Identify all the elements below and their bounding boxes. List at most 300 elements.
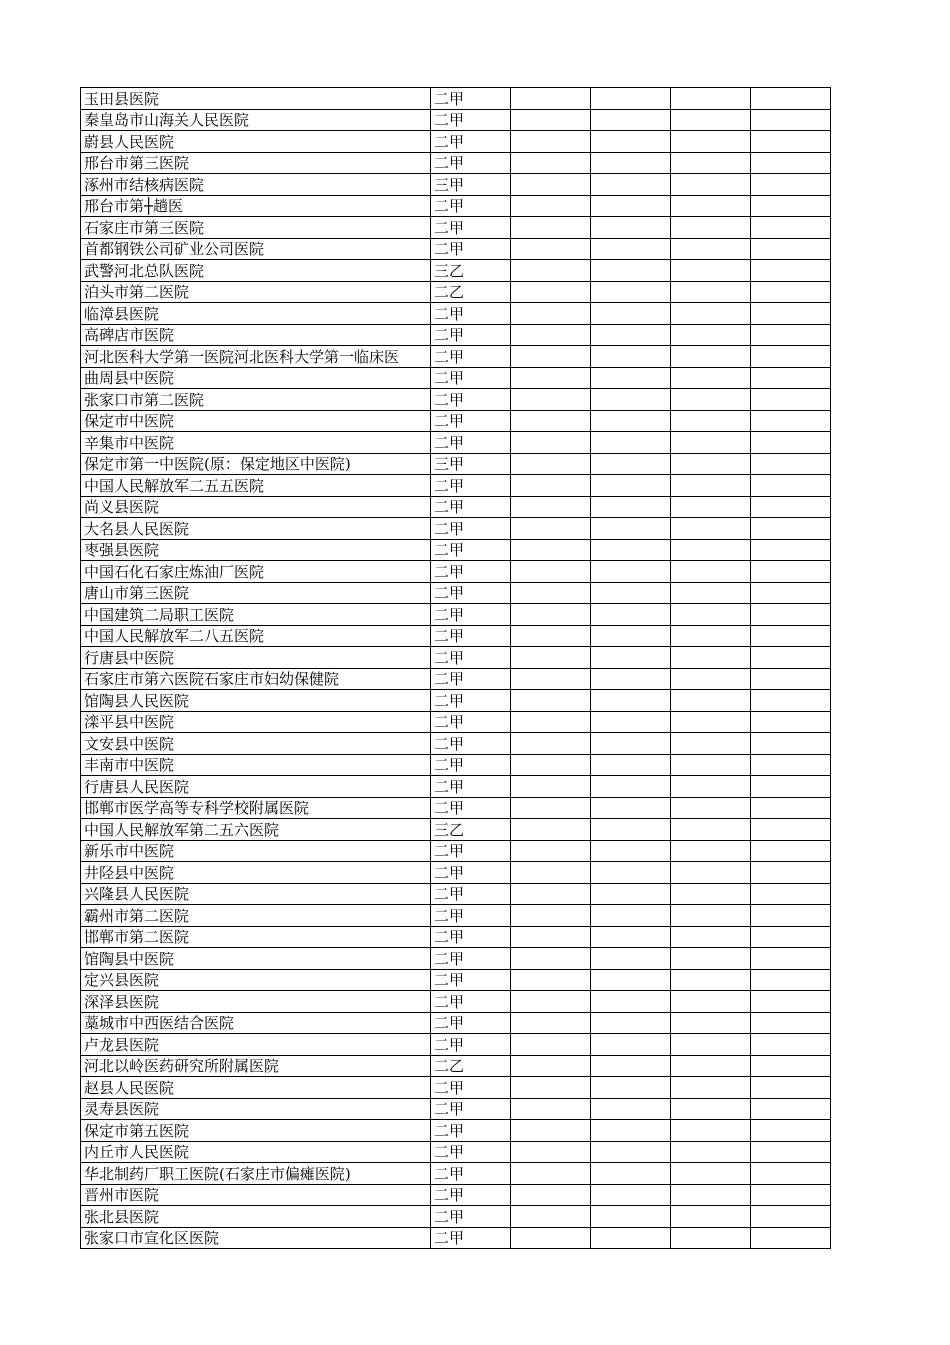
empty-cell[interactable] bbox=[751, 1077, 831, 1099]
empty-cell[interactable] bbox=[671, 1098, 751, 1120]
hospital-grade-cell[interactable]: 二甲 bbox=[431, 776, 511, 798]
empty-cell[interactable] bbox=[511, 582, 591, 604]
empty-cell[interactable] bbox=[591, 260, 671, 282]
empty-cell[interactable] bbox=[751, 582, 831, 604]
empty-cell[interactable] bbox=[671, 1120, 751, 1142]
empty-cell[interactable] bbox=[751, 926, 831, 948]
empty-cell[interactable] bbox=[591, 948, 671, 970]
empty-cell[interactable] bbox=[511, 625, 591, 647]
hospital-name-cell[interactable]: 中国石化石家庄炼油厂医院 bbox=[81, 561, 431, 583]
empty-cell[interactable] bbox=[591, 131, 671, 153]
hospital-grade-cell[interactable]: 二甲 bbox=[431, 711, 511, 733]
empty-cell[interactable] bbox=[751, 217, 831, 239]
hospital-name-cell[interactable]: 行唐县中医院 bbox=[81, 647, 431, 669]
empty-cell[interactable] bbox=[591, 367, 671, 389]
empty-cell[interactable] bbox=[671, 991, 751, 1013]
empty-cell[interactable] bbox=[591, 776, 671, 798]
empty-cell[interactable] bbox=[671, 647, 751, 669]
empty-cell[interactable] bbox=[591, 840, 671, 862]
hospital-name-cell[interactable]: 石家庄市第三医院 bbox=[81, 217, 431, 239]
empty-cell[interactable] bbox=[591, 969, 671, 991]
empty-cell[interactable] bbox=[751, 883, 831, 905]
empty-cell[interactable] bbox=[511, 926, 591, 948]
empty-cell[interactable] bbox=[751, 862, 831, 884]
empty-cell[interactable] bbox=[671, 948, 751, 970]
empty-cell[interactable] bbox=[511, 711, 591, 733]
empty-cell[interactable] bbox=[671, 1055, 751, 1077]
empty-cell[interactable] bbox=[511, 1163, 591, 1185]
empty-cell[interactable] bbox=[591, 475, 671, 497]
hospital-name-cell[interactable]: 霸州市第二医院 bbox=[81, 905, 431, 927]
empty-cell[interactable] bbox=[511, 109, 591, 131]
empty-cell[interactable] bbox=[671, 969, 751, 991]
empty-cell[interactable] bbox=[751, 88, 831, 110]
empty-cell[interactable] bbox=[511, 324, 591, 346]
hospital-grade-cell[interactable]: 二甲 bbox=[431, 303, 511, 325]
empty-cell[interactable] bbox=[751, 109, 831, 131]
empty-cell[interactable] bbox=[511, 1184, 591, 1206]
hospital-grade-cell[interactable]: 二甲 bbox=[431, 217, 511, 239]
empty-cell[interactable] bbox=[591, 88, 671, 110]
hospital-grade-cell[interactable]: 二甲 bbox=[431, 604, 511, 626]
empty-cell[interactable] bbox=[671, 1034, 751, 1056]
hospital-name-cell[interactable]: 玉田县医院 bbox=[81, 88, 431, 110]
empty-cell[interactable] bbox=[751, 1163, 831, 1185]
hospital-grade-cell[interactable]: 二甲 bbox=[431, 1120, 511, 1142]
empty-cell[interactable] bbox=[591, 432, 671, 454]
empty-cell[interactable] bbox=[671, 690, 751, 712]
empty-cell[interactable] bbox=[591, 281, 671, 303]
empty-cell[interactable] bbox=[671, 668, 751, 690]
empty-cell[interactable] bbox=[591, 1077, 671, 1099]
empty-cell[interactable] bbox=[751, 1141, 831, 1163]
hospital-name-cell[interactable]: 临漳县医院 bbox=[81, 303, 431, 325]
empty-cell[interactable] bbox=[511, 453, 591, 475]
empty-cell[interactable] bbox=[751, 518, 831, 540]
empty-cell[interactable] bbox=[751, 324, 831, 346]
empty-cell[interactable] bbox=[591, 797, 671, 819]
empty-cell[interactable] bbox=[591, 217, 671, 239]
hospital-grade-cell[interactable]: 二甲 bbox=[431, 410, 511, 432]
hospital-grade-cell[interactable]: 二甲 bbox=[431, 195, 511, 217]
hospital-grade-cell[interactable]: 二甲 bbox=[431, 969, 511, 991]
empty-cell[interactable] bbox=[591, 453, 671, 475]
empty-cell[interactable] bbox=[671, 152, 751, 174]
empty-cell[interactable] bbox=[751, 797, 831, 819]
empty-cell[interactable] bbox=[671, 1163, 751, 1185]
hospital-name-cell[interactable]: 华北制药厂职工医院(石家庄市偏瘫医院) bbox=[81, 1163, 431, 1185]
empty-cell[interactable] bbox=[751, 1012, 831, 1034]
empty-cell[interactable] bbox=[671, 926, 751, 948]
empty-cell[interactable] bbox=[511, 1206, 591, 1228]
hospital-grade-cell[interactable]: 二甲 bbox=[431, 152, 511, 174]
empty-cell[interactable] bbox=[511, 862, 591, 884]
empty-cell[interactable] bbox=[671, 174, 751, 196]
empty-cell[interactable] bbox=[511, 733, 591, 755]
empty-cell[interactable] bbox=[671, 1227, 751, 1249]
empty-cell[interactable] bbox=[511, 969, 591, 991]
hospital-grade-cell[interactable]: 二甲 bbox=[431, 926, 511, 948]
empty-cell[interactable] bbox=[671, 625, 751, 647]
empty-cell[interactable] bbox=[671, 453, 751, 475]
hospital-name-cell[interactable]: 大名县人民医院 bbox=[81, 518, 431, 540]
hospital-name-cell[interactable]: 河北以岭医药研究所附属医院 bbox=[81, 1055, 431, 1077]
empty-cell[interactable] bbox=[591, 518, 671, 540]
empty-cell[interactable] bbox=[591, 991, 671, 1013]
empty-cell[interactable] bbox=[751, 754, 831, 776]
hospital-grade-cell[interactable]: 三乙 bbox=[431, 260, 511, 282]
empty-cell[interactable] bbox=[511, 948, 591, 970]
hospital-name-cell[interactable]: 石家庄市第六医院石家庄市妇幼保健院 bbox=[81, 668, 431, 690]
empty-cell[interactable] bbox=[671, 432, 751, 454]
empty-cell[interactable] bbox=[511, 840, 591, 862]
empty-cell[interactable] bbox=[591, 496, 671, 518]
hospital-name-cell[interactable]: 兴隆县人民医院 bbox=[81, 883, 431, 905]
hospital-name-cell[interactable]: 井陉县中医院 bbox=[81, 862, 431, 884]
hospital-name-cell[interactable]: 深泽县医院 bbox=[81, 991, 431, 1013]
hospital-name-cell[interactable]: 丰南市中医院 bbox=[81, 754, 431, 776]
empty-cell[interactable] bbox=[511, 367, 591, 389]
empty-cell[interactable] bbox=[511, 561, 591, 583]
hospital-name-cell[interactable]: 辛集市中医院 bbox=[81, 432, 431, 454]
empty-cell[interactable] bbox=[591, 625, 671, 647]
empty-cell[interactable] bbox=[671, 1206, 751, 1228]
empty-cell[interactable] bbox=[671, 711, 751, 733]
empty-cell[interactable] bbox=[751, 668, 831, 690]
empty-cell[interactable] bbox=[671, 324, 751, 346]
hospital-grade-cell[interactable]: 二甲 bbox=[431, 432, 511, 454]
hospital-grade-cell[interactable]: 二甲 bbox=[431, 109, 511, 131]
hospital-grade-cell[interactable]: 二甲 bbox=[431, 1141, 511, 1163]
hospital-grade-cell[interactable]: 二甲 bbox=[431, 1184, 511, 1206]
hospital-name-cell[interactable]: 秦皇岛市山海关人民医院 bbox=[81, 109, 431, 131]
hospital-name-cell[interactable]: 文安县中医院 bbox=[81, 733, 431, 755]
empty-cell[interactable] bbox=[511, 152, 591, 174]
empty-cell[interactable] bbox=[671, 797, 751, 819]
empty-cell[interactable] bbox=[591, 238, 671, 260]
empty-cell[interactable] bbox=[511, 1055, 591, 1077]
empty-cell[interactable] bbox=[591, 410, 671, 432]
empty-cell[interactable] bbox=[511, 668, 591, 690]
empty-cell[interactable] bbox=[591, 733, 671, 755]
empty-cell[interactable] bbox=[751, 432, 831, 454]
empty-cell[interactable] bbox=[591, 1012, 671, 1034]
empty-cell[interactable] bbox=[751, 152, 831, 174]
empty-cell[interactable] bbox=[591, 690, 671, 712]
empty-cell[interactable] bbox=[671, 195, 751, 217]
hospital-grade-cell[interactable]: 二甲 bbox=[431, 1163, 511, 1185]
hospital-grade-cell[interactable]: 二甲 bbox=[431, 883, 511, 905]
empty-cell[interactable] bbox=[751, 991, 831, 1013]
empty-cell[interactable] bbox=[511, 518, 591, 540]
empty-cell[interactable] bbox=[591, 905, 671, 927]
hospital-name-cell[interactable]: 赵县人民医院 bbox=[81, 1077, 431, 1099]
hospital-name-cell[interactable]: 张北县医院 bbox=[81, 1206, 431, 1228]
hospital-grade-cell[interactable]: 二甲 bbox=[431, 905, 511, 927]
empty-cell[interactable] bbox=[591, 1163, 671, 1185]
empty-cell[interactable] bbox=[511, 174, 591, 196]
empty-cell[interactable] bbox=[671, 109, 751, 131]
empty-cell[interactable] bbox=[511, 496, 591, 518]
empty-cell[interactable] bbox=[511, 346, 591, 368]
hospital-grade-cell[interactable]: 二乙 bbox=[431, 281, 511, 303]
empty-cell[interactable] bbox=[511, 690, 591, 712]
hospital-name-cell[interactable]: 涿州市结核病医院 bbox=[81, 174, 431, 196]
empty-cell[interactable] bbox=[671, 905, 751, 927]
empty-cell[interactable] bbox=[591, 561, 671, 583]
hospital-grade-cell[interactable]: 二甲 bbox=[431, 475, 511, 497]
empty-cell[interactable] bbox=[591, 862, 671, 884]
empty-cell[interactable] bbox=[591, 1120, 671, 1142]
empty-cell[interactable] bbox=[591, 1184, 671, 1206]
hospital-grade-cell[interactable]: 二甲 bbox=[431, 1034, 511, 1056]
empty-cell[interactable] bbox=[671, 367, 751, 389]
empty-cell[interactable] bbox=[671, 217, 751, 239]
empty-cell[interactable] bbox=[671, 260, 751, 282]
empty-cell[interactable] bbox=[751, 131, 831, 153]
empty-cell[interactable] bbox=[511, 195, 591, 217]
empty-cell[interactable] bbox=[751, 948, 831, 970]
empty-cell[interactable] bbox=[591, 195, 671, 217]
hospital-name-cell[interactable]: 张家口市第二医院 bbox=[81, 389, 431, 411]
hospital-name-cell[interactable]: 枣强县医院 bbox=[81, 539, 431, 561]
hospital-grade-cell[interactable]: 二甲 bbox=[431, 561, 511, 583]
empty-cell[interactable] bbox=[511, 410, 591, 432]
hospital-name-cell[interactable]: 新乐市中医院 bbox=[81, 840, 431, 862]
hospital-grade-cell[interactable]: 二甲 bbox=[431, 367, 511, 389]
empty-cell[interactable] bbox=[511, 238, 591, 260]
empty-cell[interactable] bbox=[511, 647, 591, 669]
hospital-name-cell[interactable]: 馆陶县人民医院 bbox=[81, 690, 431, 712]
empty-cell[interactable] bbox=[511, 754, 591, 776]
empty-cell[interactable] bbox=[591, 1227, 671, 1249]
empty-cell[interactable] bbox=[511, 281, 591, 303]
empty-cell[interactable] bbox=[511, 1012, 591, 1034]
empty-cell[interactable] bbox=[671, 1077, 751, 1099]
hospital-grade-cell[interactable]: 二甲 bbox=[431, 797, 511, 819]
empty-cell[interactable] bbox=[751, 195, 831, 217]
hospital-name-cell[interactable]: 邯郸市医学高等专科学校附属医院 bbox=[81, 797, 431, 819]
hospital-grade-cell[interactable]: 二甲 bbox=[431, 1227, 511, 1249]
hospital-grade-cell[interactable]: 三甲 bbox=[431, 453, 511, 475]
empty-cell[interactable] bbox=[591, 324, 671, 346]
empty-cell[interactable] bbox=[751, 281, 831, 303]
empty-cell[interactable] bbox=[671, 389, 751, 411]
empty-cell[interactable] bbox=[751, 1034, 831, 1056]
hospital-grade-cell[interactable]: 二甲 bbox=[431, 88, 511, 110]
empty-cell[interactable] bbox=[751, 711, 831, 733]
empty-cell[interactable] bbox=[671, 496, 751, 518]
hospital-name-cell[interactable]: 滦平县中医院 bbox=[81, 711, 431, 733]
empty-cell[interactable] bbox=[671, 1012, 751, 1034]
empty-cell[interactable] bbox=[591, 1141, 671, 1163]
hospital-grade-cell[interactable]: 二甲 bbox=[431, 346, 511, 368]
hospital-name-cell[interactable]: 保定市第一中医院(原：保定地区中医院) bbox=[81, 453, 431, 475]
empty-cell[interactable] bbox=[751, 690, 831, 712]
empty-cell[interactable] bbox=[511, 1141, 591, 1163]
empty-cell[interactable] bbox=[671, 518, 751, 540]
empty-cell[interactable] bbox=[591, 754, 671, 776]
hospital-name-cell[interactable]: 唐山市第三医院 bbox=[81, 582, 431, 604]
hospital-grade-cell[interactable]: 二甲 bbox=[431, 690, 511, 712]
empty-cell[interactable] bbox=[671, 561, 751, 583]
hospital-grade-cell[interactable]: 三甲 bbox=[431, 174, 511, 196]
empty-cell[interactable] bbox=[671, 410, 751, 432]
empty-cell[interactable] bbox=[671, 819, 751, 841]
empty-cell[interactable] bbox=[751, 905, 831, 927]
empty-cell[interactable] bbox=[591, 303, 671, 325]
empty-cell[interactable] bbox=[511, 819, 591, 841]
hospital-grade-cell[interactable]: 二甲 bbox=[431, 518, 511, 540]
hospital-name-cell[interactable]: 中国人民解放军第二五六医院 bbox=[81, 819, 431, 841]
hospital-grade-cell[interactable]: 二甲 bbox=[431, 647, 511, 669]
hospital-grade-cell[interactable]: 二甲 bbox=[431, 733, 511, 755]
empty-cell[interactable] bbox=[511, 217, 591, 239]
empty-cell[interactable] bbox=[591, 1098, 671, 1120]
hospital-name-cell[interactable]: 灵寿县医院 bbox=[81, 1098, 431, 1120]
empty-cell[interactable] bbox=[591, 152, 671, 174]
hospital-name-cell[interactable]: 中国人民解放军二八五医院 bbox=[81, 625, 431, 647]
hospital-name-cell[interactable]: 武警河北总队医院 bbox=[81, 260, 431, 282]
empty-cell[interactable] bbox=[511, 1227, 591, 1249]
empty-cell[interactable] bbox=[751, 303, 831, 325]
empty-cell[interactable] bbox=[511, 1077, 591, 1099]
empty-cell[interactable] bbox=[751, 733, 831, 755]
empty-cell[interactable] bbox=[511, 797, 591, 819]
empty-cell[interactable] bbox=[591, 109, 671, 131]
hospital-name-cell[interactable]: 邢台市第┼趟医 bbox=[81, 195, 431, 217]
empty-cell[interactable] bbox=[591, 1034, 671, 1056]
empty-cell[interactable] bbox=[671, 88, 751, 110]
empty-cell[interactable] bbox=[511, 389, 591, 411]
hospital-grade-cell[interactable]: 二甲 bbox=[431, 324, 511, 346]
empty-cell[interactable] bbox=[751, 410, 831, 432]
empty-cell[interactable] bbox=[751, 819, 831, 841]
hospital-name-cell[interactable]: 馆陶县中医院 bbox=[81, 948, 431, 970]
empty-cell[interactable] bbox=[671, 754, 751, 776]
hospital-name-cell[interactable]: 张家口市宣化区医院 bbox=[81, 1227, 431, 1249]
hospital-grade-cell[interactable]: 二甲 bbox=[431, 1012, 511, 1034]
hospital-name-cell[interactable]: 保定市第五医院 bbox=[81, 1120, 431, 1142]
empty-cell[interactable] bbox=[671, 475, 751, 497]
hospital-name-cell[interactable]: 卢龙县医院 bbox=[81, 1034, 431, 1056]
hospital-name-cell[interactable]: 行唐县人民医院 bbox=[81, 776, 431, 798]
hospital-grade-cell[interactable]: 二甲 bbox=[431, 754, 511, 776]
empty-cell[interactable] bbox=[511, 776, 591, 798]
empty-cell[interactable] bbox=[511, 1034, 591, 1056]
hospital-grade-cell[interactable]: 二甲 bbox=[431, 1098, 511, 1120]
empty-cell[interactable] bbox=[751, 389, 831, 411]
hospital-grade-cell[interactable]: 二乙 bbox=[431, 1055, 511, 1077]
empty-cell[interactable] bbox=[591, 582, 671, 604]
hospital-name-cell[interactable]: 泊头市第二医院 bbox=[81, 281, 431, 303]
hospital-grade-cell[interactable]: 二甲 bbox=[431, 131, 511, 153]
empty-cell[interactable] bbox=[751, 647, 831, 669]
hospital-grade-cell[interactable]: 三乙 bbox=[431, 819, 511, 841]
empty-cell[interactable] bbox=[751, 174, 831, 196]
hospital-name-cell[interactable]: 首都钢铁公司矿业公司医院 bbox=[81, 238, 431, 260]
hospital-grade-cell[interactable]: 二甲 bbox=[431, 1077, 511, 1099]
empty-cell[interactable] bbox=[511, 1120, 591, 1142]
empty-cell[interactable] bbox=[591, 711, 671, 733]
empty-cell[interactable] bbox=[511, 604, 591, 626]
empty-cell[interactable] bbox=[751, 346, 831, 368]
hospital-grade-cell[interactable]: 二甲 bbox=[431, 668, 511, 690]
hospital-name-cell[interactable]: 蔚县人民医院 bbox=[81, 131, 431, 153]
hospital-name-cell[interactable]: 定兴县医院 bbox=[81, 969, 431, 991]
empty-cell[interactable] bbox=[751, 625, 831, 647]
hospital-grade-cell[interactable]: 二甲 bbox=[431, 389, 511, 411]
empty-cell[interactable] bbox=[671, 303, 751, 325]
empty-cell[interactable] bbox=[671, 862, 751, 884]
empty-cell[interactable] bbox=[511, 905, 591, 927]
hospital-grade-cell[interactable]: 二甲 bbox=[431, 1206, 511, 1228]
empty-cell[interactable] bbox=[671, 883, 751, 905]
hospital-name-cell[interactable]: 曲周县中医院 bbox=[81, 367, 431, 389]
empty-cell[interactable] bbox=[751, 1120, 831, 1142]
hospital-grade-cell[interactable]: 二甲 bbox=[431, 539, 511, 561]
hospital-name-cell[interactable]: 邯郸市第二医院 bbox=[81, 926, 431, 948]
empty-cell[interactable] bbox=[671, 346, 751, 368]
hospital-grade-cell[interactable]: 二甲 bbox=[431, 840, 511, 862]
hospital-name-cell[interactable]: 晋州市医院 bbox=[81, 1184, 431, 1206]
empty-cell[interactable] bbox=[671, 238, 751, 260]
empty-cell[interactable] bbox=[511, 883, 591, 905]
hospital-grade-cell[interactable]: 二甲 bbox=[431, 948, 511, 970]
empty-cell[interactable] bbox=[751, 539, 831, 561]
empty-cell[interactable] bbox=[671, 1184, 751, 1206]
hospital-grade-cell[interactable]: 二甲 bbox=[431, 238, 511, 260]
empty-cell[interactable] bbox=[751, 1055, 831, 1077]
empty-cell[interactable] bbox=[511, 303, 591, 325]
empty-cell[interactable] bbox=[671, 281, 751, 303]
empty-cell[interactable] bbox=[751, 453, 831, 475]
hospital-name-cell[interactable]: 保定市中医院 bbox=[81, 410, 431, 432]
empty-cell[interactable] bbox=[511, 475, 591, 497]
empty-cell[interactable] bbox=[751, 604, 831, 626]
hospital-name-cell[interactable]: 河北医科大学第一医院河北医科大学第一临床医 bbox=[81, 346, 431, 368]
hospital-name-cell[interactable]: 邢台市第三医院 bbox=[81, 152, 431, 174]
hospital-grade-cell[interactable]: 二甲 bbox=[431, 625, 511, 647]
empty-cell[interactable] bbox=[671, 840, 751, 862]
empty-cell[interactable] bbox=[511, 131, 591, 153]
empty-cell[interactable] bbox=[511, 539, 591, 561]
empty-cell[interactable] bbox=[591, 647, 671, 669]
empty-cell[interactable] bbox=[671, 582, 751, 604]
empty-cell[interactable] bbox=[591, 1055, 671, 1077]
empty-cell[interactable] bbox=[751, 1206, 831, 1228]
empty-cell[interactable] bbox=[671, 1141, 751, 1163]
empty-cell[interactable] bbox=[591, 174, 671, 196]
empty-cell[interactable] bbox=[511, 991, 591, 1013]
empty-cell[interactable] bbox=[751, 1227, 831, 1249]
hospital-name-cell[interactable]: 高碑店市医院 bbox=[81, 324, 431, 346]
empty-cell[interactable] bbox=[751, 561, 831, 583]
empty-cell[interactable] bbox=[751, 969, 831, 991]
empty-cell[interactable] bbox=[511, 432, 591, 454]
hospital-grade-cell[interactable]: 二甲 bbox=[431, 862, 511, 884]
empty-cell[interactable] bbox=[671, 733, 751, 755]
empty-cell[interactable] bbox=[591, 1206, 671, 1228]
empty-cell[interactable] bbox=[671, 539, 751, 561]
empty-cell[interactable] bbox=[591, 668, 671, 690]
empty-cell[interactable] bbox=[591, 346, 671, 368]
hospital-name-cell[interactable]: 中国建筑二局职工医院 bbox=[81, 604, 431, 626]
empty-cell[interactable] bbox=[591, 883, 671, 905]
empty-cell[interactable] bbox=[671, 131, 751, 153]
empty-cell[interactable] bbox=[671, 776, 751, 798]
empty-cell[interactable] bbox=[591, 926, 671, 948]
